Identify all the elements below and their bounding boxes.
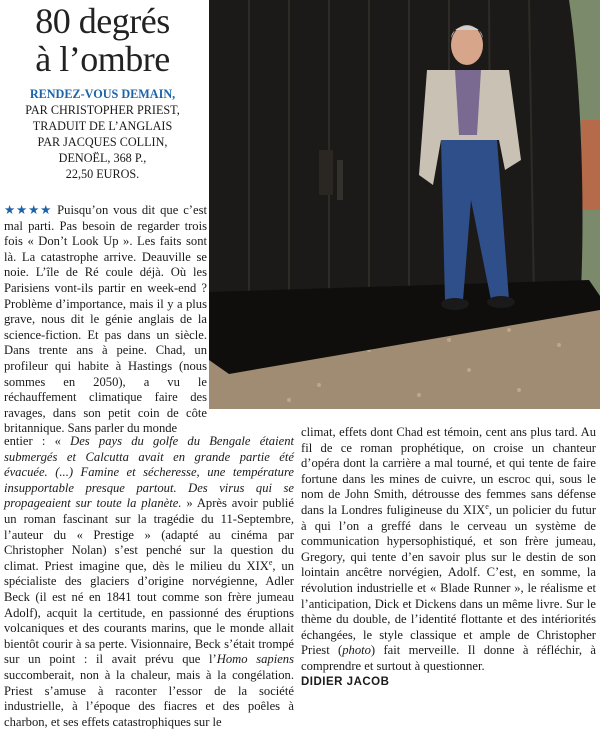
title-line-1: 80 degrés: [35, 1, 170, 41]
title-line-2: à l’ombre: [35, 39, 170, 79]
article-column-1: [4, 203, 207, 437]
credit-line-1: PAR CHRISTOPHER PRIEST,: [25, 103, 180, 117]
author-photo: [209, 0, 600, 409]
article-title: [0, 2, 205, 78]
credit-line-4: DENOËL, 368 P.,: [58, 151, 147, 165]
column-1b-text-3: succomberait, non à la chaleur, mais à la congélation. Priest s’amuse à raconter l’essor de la société industrielle, à l’époque des fiacres et des poêles à charbon, et ses effets catastrophiques sur le: [4, 667, 294, 729]
superscript-e: e: [268, 557, 273, 567]
book-credits: [0, 86, 205, 182]
article-column-2: [301, 425, 596, 690]
quote-text: Des pays du golfe du Bengale étaient submergés et Calcutta avait en grande partie été évacuée. (...) Famine et sécheresse, une température insupportable presque partout. Des virus qui se propageaient sur toute la planète.: [4, 434, 294, 511]
article-column-1-continued: [4, 434, 294, 730]
column-1b-text: » Après avoir publié un roman fascinant sur la tragédie du 11-Septembre, l’auteur du « Prestige » (adapté au cinéma par Christopher Nolan) s’est penché sur la question du climat. Priest imagine que, dès le milieu du XIX: [4, 496, 294, 573]
photo-ref: photo: [342, 643, 371, 658]
column-1b-text-2: , un spécialiste des glaciers d’origine norvégienne, Adler Beck (il est né en 1841 tout comme son frère jumeau Adolf), acquit la certitude, en passionné des éruptions volcaniques et des courants marins, que le monde allait bientôt courir à sa perte. Visionnaire, Beck s’était trompé sur un point : il avait prévu que l’: [4, 558, 294, 667]
quote-intro: entier : «: [4, 434, 61, 448]
column-2-text-2: , un policier du futur à qui l’on a greffé dans le cerveau un système de communication hypersophistiqué, et son frère jumeau, Gregory, qui tente d’en savoir plus sur le destin de son lointain ancêtre norvégien, Adolf. C’est, en somme, la révolution industrielle et « Blade Runner », le réalisme et l’anticipation, Dick et Dickens dans un même livre. Sur le thème du double, de l’identité flottante et des intériorités échangées, le style classique et ample de Christopher Priest (: [301, 502, 597, 658]
superscript-e-2: e: [485, 501, 489, 511]
credit-line-5: 22,50 EUROS.: [65, 167, 140, 181]
rating-stars: ★★★★: [4, 203, 53, 217]
column-2-text: climat, effets dont Chad est témoin, cent ans plus tard. Au fil de ce roman prophétique, on croise un chanteur d’opéra dont la carrière a mal tourné, et qui tente de faire fortune dans les mines de cuivre, un escroc qui, sous le nom de John Smith, détrousse des femmes sans défense dans la Londres fuligineuse du XIX: [301, 425, 596, 517]
credit-line-2: TRADUIT DE L’ANGLAIS: [32, 119, 173, 133]
credit-line-3: PAR JACQUES COLLIN,: [37, 135, 168, 149]
column-2-text-3: ) fait merveille. Il donne à réfléchir, à comprendre et surtout à questionner.: [301, 643, 596, 673]
book-title: RENDEZ-VOUS DEMAIN,: [29, 87, 176, 101]
column-1-text: Puisqu’on vous dit que c’est mal parti. Pas besoin de regarder trois fois « Don’t Look Up ». Les faits sont là. La catastrophe arrive. Deauville se noie. L’île de Ré coule déjà. Où les Parisiens vont-ils partir en week-end ? Problème d’importance, mais il y a plus grave, nous dit le génie anglais de la science-fiction. Et pas dans un siècle. Dans trente ans à peine. Chad, un profileur qui habite à Hastings (nous sommes en 2050), a vu le réchauffement climatique faire des ravages, dans son petit coin de côte britannique. Sans parler du monde: [4, 203, 207, 436]
homo-sapiens: Homo sapiens: [216, 652, 294, 667]
author-signature: DIDIER JACOB: [301, 675, 390, 688]
